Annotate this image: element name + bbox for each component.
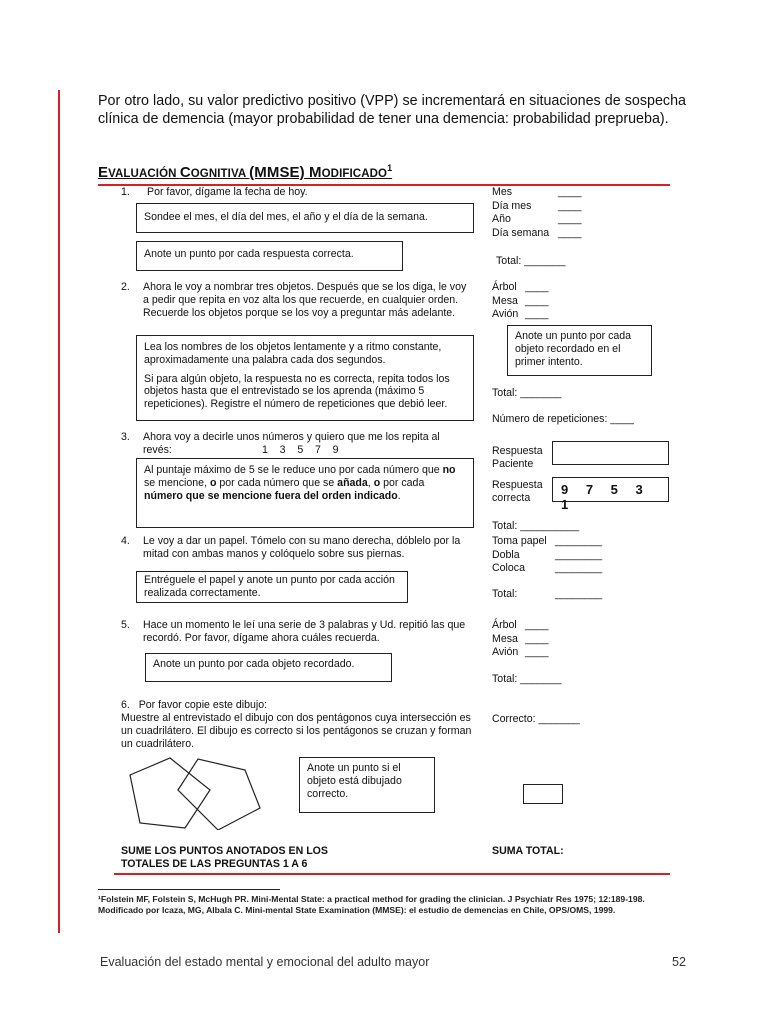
blank-ano[interactable]: ____ (558, 213, 582, 225)
q3-number: 3. (121, 431, 130, 443)
q4-total-blank[interactable]: ________ (555, 588, 603, 600)
blank-dobla[interactable]: ________ (555, 548, 603, 561)
sum-instruction: SUME LOS PUNTOS ANOTADOS EN LOS TOTALES DE LAS PREGUNTAS 1 A 6 (121, 845, 328, 870)
q3-text: Ahora voy a decirle unos números y quiero que me los repita al revés: (143, 431, 440, 456)
blank-arbol[interactable]: ____ (525, 281, 549, 293)
footnote-rule (98, 889, 280, 890)
q5-total[interactable]: Total: _______ (492, 673, 562, 685)
q4-text: Le voy a dar un papel. Tómelo con su mano derecha, dóblelo por la mitad con ambas manos y colóquelo sobre sus piernas. (143, 535, 461, 560)
section-title: EVALUACIÓN COGNITIVA (MMSE) MODIFICADO$^1$ (98, 163, 393, 181)
sum-total-label: SUMA TOTAL: (492, 845, 564, 857)
blank-dia-mes[interactable]: ____ (558, 199, 582, 212)
q1-total[interactable]: Total: _______ (496, 255, 566, 267)
pentagons-drawing (120, 755, 270, 830)
intro-paragraph: Por otro lado, su valor predictivo positivo (VPP) se incrementará en situaciones de sospecha clínica de demencia (mayor probabilidad de tener una demencia: probabilidad preprueba). (98, 93, 686, 127)
blank-coloca[interactable]: ________ (555, 562, 603, 574)
blank-arbol-recall[interactable]: ____ (525, 619, 549, 631)
q4-total-label: Total: (492, 588, 518, 600)
page-number: 52 (672, 955, 686, 969)
q3-response-patient-label: Respuesta Paciente (492, 445, 543, 470)
sum-rule (114, 873, 670, 875)
q5-number: 5. (121, 619, 130, 631)
footnote: ¹Folstein MF, Folstein S, McHugh PR. Mini-Mental State: a practical method for grading the clinician. J Psychiatr Res 1975; 12:189-198. Modificado por Icaza, MG, Albala C. Mini-mental State Examination (MMSE): el estudio de demencias en Chile, OPS/OMS, 1999. (98, 894, 645, 915)
blank-toma-papel[interactable]: ________ (555, 535, 603, 547)
q5-text: Hace un momento le leí una serie de 3 palabras y Ud. repitió las que recordó. Por favor, dígame ahora cuáles recuerda. (143, 619, 466, 644)
q6-answer-box[interactable] (523, 784, 563, 804)
q1-number: 1. (121, 186, 130, 198)
q5-answer-fields: Árbol ____ Mesa ____ Avión ____ (492, 619, 549, 658)
q3-response-correct-box (552, 477, 669, 512)
q6-correct[interactable]: Correcto: _______ (492, 713, 580, 725)
left-margin-rule (58, 90, 60, 933)
q1-text: Por favor, dígame la fecha de hoy. (147, 186, 308, 198)
blank-mesa[interactable]: ____ (525, 294, 549, 307)
blank-avion-recall[interactable]: ____ (525, 646, 549, 658)
q1-instruction-box: Sondee el mes, el día del mes, el año y el día de la semana. (136, 203, 474, 233)
q2-instruction-box: Lea los nombres de los objetos lentamente y a ritmo constante, aproximadamente una palabra cada dos segundos. Si para algún objeto, la respuesta no es correcta, repita todos los objetos hasta que el entrevistado se los aprenda (máximo 5 repeticiones). Registre el número de repeticiones que debió leer. (136, 335, 474, 421)
footer-title: Evaluación del estado mental y emocional del adulto mayor (100, 955, 430, 969)
q3-response-patient-box[interactable] (552, 441, 669, 465)
pentagon-left (130, 758, 210, 828)
q2-answer-fields: Árbol ____ Mesa ____ Avión ____ (492, 281, 549, 320)
q6-instruction-box: Anote un punto si el objeto está dibujado correcto. (299, 757, 435, 813)
q5-instruction-box: Anote un punto por cada objeto recordado. (145, 653, 392, 682)
q3-response-correct-label: Respuesta correcta (492, 479, 543, 504)
blank-avion[interactable]: ____ (525, 308, 549, 320)
blank-dia-semana[interactable]: ____ (558, 226, 582, 239)
q4-instruction-box: Entréguele el papel y anote un punto por cada acción realizada correctamente. (136, 571, 408, 603)
q3-numbers: 1 3 5 7 9 (262, 444, 339, 456)
q2-total[interactable]: Total: _______ (492, 387, 562, 399)
q2-number: 2. (121, 281, 130, 293)
q2-text: Ahora le voy a nombrar tres objetos. Después que se los diga, le voy a pedir que repita en voz alta los que recuerde, en cualquier orden. Recuerde los objetos porque se los voy a preguntar más adelante. (143, 281, 467, 319)
q3-instruction-box: Al puntaje máximo de 5 se le reduce uno por cada número que no se mencione, o por cada número que se añada, o por cada número que se mencione fuera del orden indicado. (136, 458, 474, 528)
q3-total[interactable]: Total: __________ (492, 520, 580, 532)
q2-repetitions[interactable]: Número de repeticiones: ____ (492, 413, 634, 425)
q2-score-box: Anote un punto por cada objeto recordado en el primer intento. (507, 325, 652, 376)
q6-text: Muestre al entrevistado el dibujo con dos pentágonos cuya intersección es un cuadrilátero. El dibujo es correcto si los pentágonos se cruzan y forman un cuadrilátero. (121, 712, 472, 750)
blank-mes[interactable]: ____ (558, 186, 582, 198)
blank-mesa-recall[interactable]: ____ (525, 632, 549, 645)
q6-title: 6. Por favor copie este dibujo: (121, 699, 268, 711)
q1-score-box: Anote un punto por cada respuesta correcta. (136, 241, 403, 271)
q1-answer-fields: Mes ____ Día mes ____ Año ____ Día semana ____ (492, 186, 582, 239)
q4-number: 4. (121, 535, 130, 547)
q3-correct-answer: 9 7 5 3 1 (561, 482, 650, 512)
q4-answer-fields: Toma papel ________ Dobla ________ Coloca ________ (492, 535, 603, 574)
